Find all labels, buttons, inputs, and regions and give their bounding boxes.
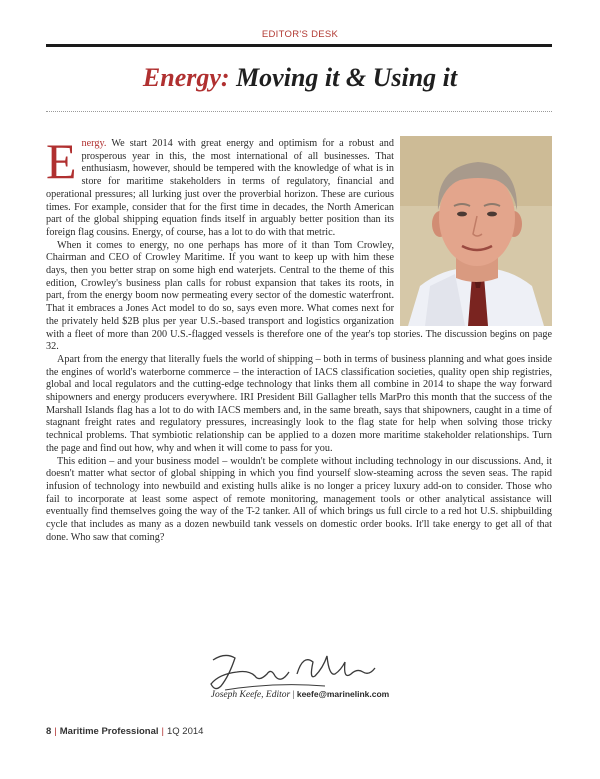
magazine-name: Maritime Professional [59, 726, 159, 737]
article-title [0, 63, 600, 93]
signature-caption [150, 689, 450, 700]
lead-word: nergy. [81, 138, 107, 149]
issue-label: 1Q 2014 [166, 726, 204, 737]
article-body [46, 133, 552, 545]
editor-email: keefe@marinelink.com [296, 689, 390, 699]
photo-spacer [394, 138, 552, 324]
paragraph-1-text: We start 2014 with great energy and optimism for a robust and prosperous year in this, the most international of all businesses. That enthusiasm, however, should be tempered with the knowledge of what is in store for maritime stakeholders in terms of regulatory, financial and operational pressures; all lurking just over the proverbial horizon. These are curious times. For example, consider that for the first time in decades, the North American part of the global shipping equation finds itself in arguably better position than its foreign flag cousins. Energy, of course, has a lot to do with that metric. [46, 138, 394, 238]
title-accent: Energy: [142, 63, 230, 92]
paragraph-3: Apart from the energy that literally fuels the world of shipping – both in terms of business planning and what goes inside the engines of world's waterborne commerce – the interaction of IACS classification societies, quality open ship registries, global and local regulators and the cutting-edge technology that links them all combine in 2014 to shape the way forward shipowners and energy producers everywhere. IRI President Bill Gallagher tells MarPro this month that the success of the Marshall Islands flag has a lot to do with IACS members and, in the same breath, says that shipowners, caught in a time of stagnant freight rates and regulatory pressures, increasingly look to the flag state for help when solving those tricky technical problems. That symbiotic relationship can be applied to a dozen more maritime stakeholder relationships. Turn the page and find out how, why and when it will come to pass for you. [46, 353, 552, 454]
page-footer [46, 726, 203, 737]
header-rule [46, 44, 552, 47]
footer-divider-1: | [54, 726, 57, 737]
drop-cap: E [46, 133, 77, 189]
editor-name: Joseph Keefe, Editor [210, 690, 291, 700]
page-number: 8 [46, 726, 52, 737]
title-rest: Moving it & Using it [229, 63, 458, 92]
section-label: EDITOR'S DESK [261, 29, 339, 40]
paragraph-2: When it comes to energy, no one perhaps has more of it than Tom Crowley, Chairman and CEO of Crowley Maritime. If you want to keep up with him these days, then you better strap on some high end waterjets. Central to the theme of this edition, Crowley's business plan calls for robust expansion that takes its roots, in part, from the energy boom now permeating every sector of the domestic waterfront. That it embraces a Jones Act model to do so, says even more. What comes next for the privately held $2B plus per year U.S.-based transport and logistics organization with a fleet of more than 200 U.S.-flagged vessels is therefore one of the year's top stories. The discussion begins on page 32. [46, 239, 552, 353]
handwritten-signature [205, 646, 380, 694]
signature-divider: | [292, 690, 295, 700]
title-divider [46, 111, 552, 112]
footer-divider-2: | [161, 726, 164, 737]
paragraph-4: This edition – and your business model – wouldn't be complete without including technology in our discussions. And, it doesn't matter what sector of global shipping in which you find yourself slow-steaming across the seven seas. The rapid infusion of technology into newbuild and existing hulls alike is no longer a pricey luxury add-on to consider. Those who fail to incorporate at least some aspect of remote monitoring, management tools or other analytical assistance will eventually find themselves going the way of the T-2 tanker. All of which brings us full circle to a red hot U.S. shipbuilding cycle that includes as many as a dozen newbuild tank vessels on domestic order books. It'll take energy to get all of that done. Who saw that coming? [46, 455, 552, 543]
